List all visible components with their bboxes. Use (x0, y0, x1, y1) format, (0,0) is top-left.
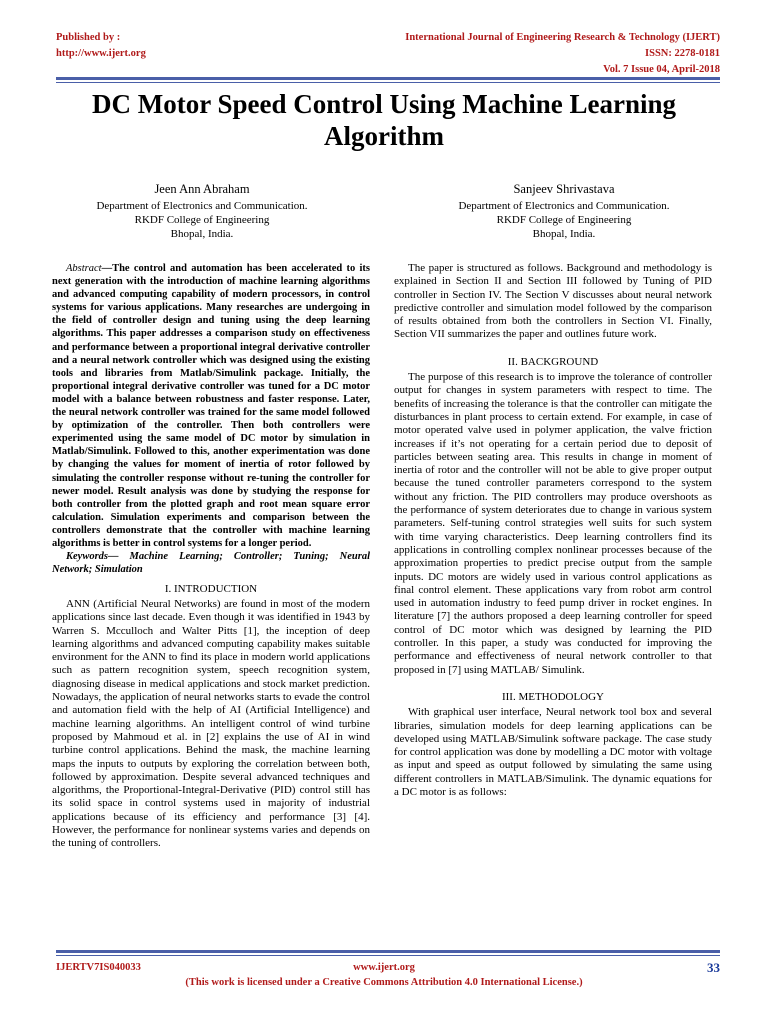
author-block-1 (52, 182, 352, 241)
paper-structure-text: The paper is structured as follows. Background and methodology is explained in Section II and Section III followed by Tuning of PID controller in Section IV. The Section V discusses about neural network predictive controller and simulation model followed by the comparison of results obtained from both the controllers in Section VI. Finally, Section VII summarizes the paper and outlines future work. (394, 262, 712, 341)
abstract (52, 262, 370, 550)
author-college: RKDF College of Engineering (496, 214, 632, 226)
background-text: The purpose of this research is to improve the tolerance of controller output for changes in system parameters with respect to time. The benefits of increasing the tolerance is that the controller can mitigate the disturbances in plant process to certain extend. For example, in case of motor operated valve used in polymer application, the valve friction increases if it’s not operating for a certain period due to deposit of particles between seating area. This results in change in moment of inertia of rotor and the controller will not be able to give proper output because the tuned controller parameters correspond to the system without any friction. The PID controllers may produce overshoots as the performance of system deteriorates due to change in various system parameters. Self-tuning control strategies well suits for such system with time varying characteristics. Deep learning controllers find its applications in controlling complex nonlinear processes because of the approximation properties to predict precise output from the sample inputs. DC motors are widely used in various control applications as final control element. These applications vary from robot arm control used in automation industry to feed pump driver in rocket engines. In literature [7] the authors proposed a deep learning controller for speed control of DC motor which was designed by learning the PID controller. In this paper, a study was conducted for improving the performance and effectiveness of neural network controller to that proposed in [7] using MATLAB/ Simulink. (394, 371, 712, 676)
methodology-text: With graphical user interface, Neural network tool box and several libraries, simulation models for deep learning applications can be developed using MATLAB/Simulink software package. The case study for control application was done by modelling a DC motor with voltage as input and speed as output followed by simulating the same using different controllers in MATLAB/Simulink. The dynamic equations for a DC motor is as follows: (394, 706, 712, 798)
left-column (52, 262, 370, 851)
footer-divider-thin (56, 955, 720, 956)
paper-id: IJERTV7IS040033 (56, 962, 141, 973)
section-heading-background: II. BACKGROUND (507, 355, 599, 368)
author-city: Bhopal, India. (170, 228, 234, 240)
keywords: Keywords— Machine Learning; Controller; Tuning; Neural Network; Simulation (52, 551, 370, 576)
right-column (394, 262, 712, 799)
journal-site-link[interactable]: http://www.ijert.org (56, 48, 146, 59)
volume-issue: Vol. 7 Issue 04, April-2018 (603, 64, 720, 75)
section-heading-methodology: III. METHODOLOGY (501, 690, 605, 703)
journal-name: International Journal of Engineering Research & Technology (IJERT) (405, 32, 720, 43)
published-by-label: Published by : (56, 32, 121, 43)
header-left (56, 30, 146, 62)
author-college: RKDF College of Engineering (134, 214, 270, 226)
header-divider-thin (56, 82, 720, 83)
author-name: Sanjeev Shrivastava (513, 182, 615, 196)
footer-divider (56, 950, 720, 953)
header-right (405, 30, 720, 78)
header-divider (56, 77, 720, 80)
page-number: 33 (707, 960, 720, 975)
author-block-2 (414, 182, 714, 241)
introduction-text: ANN (Artificial Neural Networks) are found in most of the modern applications since last decade. Even though it was identified in 1943 by Warren S. Mcculloch and Walter Pitts [1], the inception of deep learning algorithms and advanced computing capability makes suitable environment for the ANN to find its place in modern world applications such as pattern recognition system, speech recognition system, diagnosing disease in medical applications and stock market prediction. Nowadays, the application of neural networks starts to evade the control and automation field with the help of AI (Artificial Intelligence) and machine learning algorithms. An intelligent control of wind turbine proposed by Mahmoud et al. in [2] explains the use of AI in wind turbine control applications. Behind the mask, the machine learning maps the inputs to outputs by exploring the correlation between both, followed by approximation. Despite several advanced techniques and algorithms, the Proportional-Integral-Derivative (PID) control still has its solid space in control systems used in majority of industrial applications because of its efficiency and performance [3] [4]. However, the performance for nonlinear systems varies and depends on the tuning of controllers. (52, 597, 370, 850)
issn: ISSN: 2278-0181 (645, 48, 720, 59)
author-name: Jeen Ann Abraham (154, 182, 250, 196)
license-notice: (This work is licensed under a Creative Commons Attribution 4.0 International License.) (185, 977, 583, 988)
paper-title: DC Motor Speed Control Using Machine Learning Algorithm (91, 89, 676, 151)
abstract-label: Abstract (66, 263, 102, 274)
author-city: Bhopal, India. (532, 228, 596, 240)
footer-site-link[interactable]: www.ijert.org (353, 962, 415, 973)
author-department: Department of Electronics and Communication. (458, 200, 670, 212)
abstract-text: —The control and automation has been accelerated to its next generation with the introduction of machine learning algorithms and advanced computing capability of modern processors, in control systems for various applications. Many researches are undergoing in the field of controller design and tuning using the deep learning algorithms. This paper addresses a comparison study on effectiveness and performance between a proportional integral derivative controller and a neural network controller which was designed using the existing tools and libraries from Matlab/Simulink package. Initially, the proportional integral derivative controller was tuned for a DC motor model with a balance between robustness and faster response. Later, the neural network controller was trained for the same model followed by optimization of the controller. Then both controllers were experimented using the same model of DC motor by simulation in Matlab/Simulink. Followed to this, another experimentation was done by changing the values for moment of inertia of rotor followed by simulating the controller response without re-tuning the controller for newer model. Result analysis was done by studying the response for both controller from the plotted graph and root mean square error calculation. Simulation experiments and comparison between the controllers demonstrate that the controller with machine learning algorithms is better in control systems for a longer period. (52, 263, 370, 549)
section-heading-introduction: I. INTRODUCTION (164, 582, 258, 595)
author-department: Department of Electronics and Communication. (96, 200, 308, 212)
